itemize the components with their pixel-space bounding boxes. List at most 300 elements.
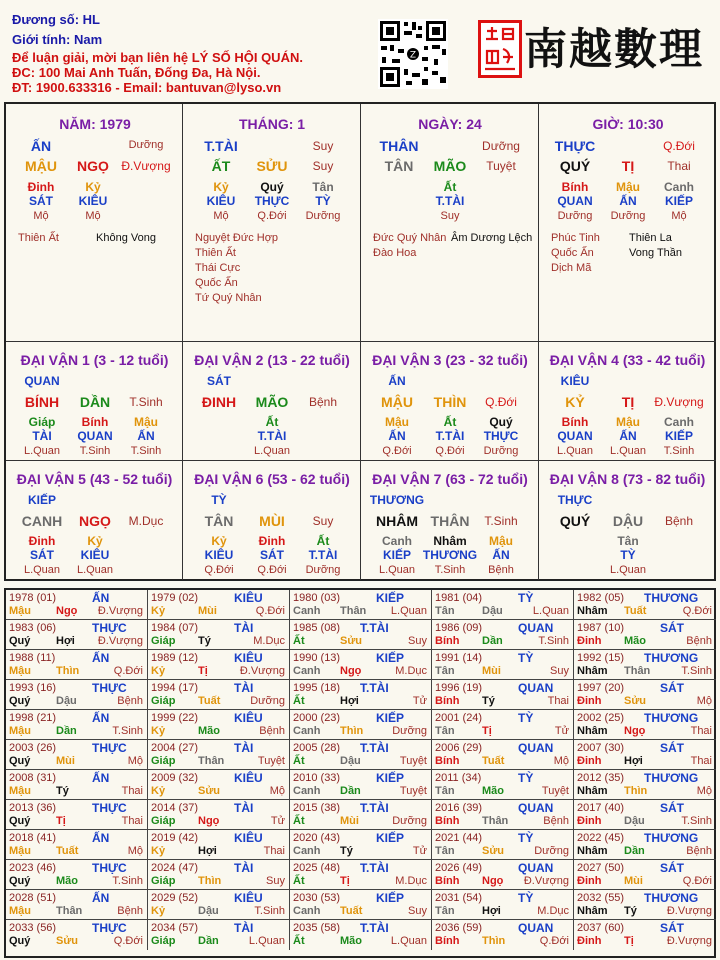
year-god: QUAN	[518, 921, 554, 935]
year-god: KIẾP	[376, 651, 405, 665]
year-phase: Thai	[121, 815, 143, 827]
hidden-stem: Mậu	[616, 415, 640, 429]
year-cell	[290, 920, 432, 950]
year-branch: Thìn	[340, 725, 364, 737]
svg-text:Z: Z	[409, 50, 417, 61]
year-cell	[290, 770, 432, 800]
year-phase: L.Quan	[390, 935, 427, 947]
year-god: QUAN	[518, 801, 554, 815]
year-phase: Tử	[412, 845, 427, 857]
year-cell	[148, 920, 290, 950]
year-phase: Mộ	[127, 755, 143, 767]
year-god: SÁT	[660, 621, 684, 635]
dai-van-phase: M.Dục	[128, 514, 164, 528]
year-phase: T.Sinh	[254, 905, 285, 917]
hidden-stem: Bính	[561, 415, 589, 429]
year-god: KIÊU	[234, 831, 263, 845]
year-phase: Đ.Vượng	[97, 605, 143, 617]
year-branch: Mùi	[482, 665, 501, 677]
hidden-god: QUAN	[557, 429, 593, 443]
year-cell	[290, 650, 432, 680]
year-cell	[148, 770, 290, 800]
year-stem: Mậu	[9, 785, 31, 797]
year-label: 2021 (44)	[435, 832, 483, 844]
year-stem: Kỷ	[151, 905, 166, 917]
year-stem: Canh	[293, 725, 321, 737]
hidden-god: T.TÀI	[308, 548, 338, 562]
dai-van-can: CANH	[21, 513, 63, 529]
year-label: 1978 (01)	[9, 592, 57, 604]
year-branch: Hợi	[624, 755, 643, 767]
year-stem: Ất	[293, 755, 305, 767]
year-label: 2003 (26)	[9, 742, 57, 754]
year-phase: Thai	[690, 725, 712, 737]
year-branch: Mão	[198, 725, 220, 737]
year-cell	[290, 800, 432, 830]
year-cell	[148, 650, 290, 680]
dai-van-chi: DẬU	[612, 513, 644, 529]
year-phase: Đ.Vượng	[666, 905, 712, 917]
year-branch: Ngọ	[482, 875, 504, 887]
year-label: 1983 (06)	[9, 622, 57, 634]
year-god: ẤN	[92, 771, 110, 785]
year-phase: Thai	[121, 785, 143, 797]
hidden-phase: L.Quan	[378, 564, 416, 576]
hidden-god: SÁT	[30, 548, 54, 562]
year-stem: Mậu	[9, 605, 31, 617]
year-branch: Dần	[624, 845, 645, 857]
year-branch: Sửu	[482, 845, 505, 857]
year-stem: Giáp	[151, 875, 176, 887]
dai-van-title: ĐẠI VẬN 3 (23 - 32 tuổi)	[372, 352, 528, 368]
year-stem: Canh	[293, 845, 321, 857]
year-phase: L.Quan	[248, 935, 285, 947]
year-god: ẤN	[92, 831, 110, 845]
year-branch: Tị	[340, 875, 350, 887]
year-phase: Bệnh	[686, 635, 712, 647]
year-phase: Đ.Vượng	[97, 635, 143, 647]
year-stem: Nhâm	[577, 725, 608, 737]
year-stem: Nhâm	[577, 665, 608, 677]
year-stem: Kỷ	[151, 785, 166, 797]
year-god: T.TÀI	[360, 741, 389, 755]
dai-van-phase: Bệnh	[664, 514, 694, 528]
year-branch: Tuất	[340, 905, 363, 917]
dai-van-chi: THÂN	[430, 513, 470, 529]
year-label: 2037 (60)	[577, 922, 625, 934]
year-label: 2017 (40)	[577, 802, 625, 814]
year-label: 2023 (46)	[9, 862, 57, 874]
dai-van-god: ẤN	[388, 374, 406, 388]
hidden-stem: Ất	[265, 415, 279, 429]
hidden-phase: Dưỡng	[483, 445, 519, 457]
year-cell	[574, 920, 716, 950]
year-cell	[6, 680, 148, 710]
hidden-god: T.TÀI	[257, 429, 287, 443]
year-god: TỲ	[518, 591, 534, 605]
year-label: 2026 (49)	[435, 862, 483, 874]
year-god: T.TÀI	[360, 861, 389, 875]
hidden-phase: L.Quan	[23, 564, 61, 576]
year-god: THỰC	[92, 861, 127, 875]
year-stem: Quý	[9, 635, 31, 647]
year-god: SÁT	[660, 861, 684, 875]
year-phase: T.Sinh	[538, 635, 569, 647]
year-cell	[290, 620, 432, 650]
year-cell	[432, 770, 574, 800]
year-stem: Kỷ	[151, 605, 166, 617]
hidden-phase: Q.Đới	[257, 564, 287, 576]
year-cell	[574, 620, 716, 650]
owner-name: Đương số: HL	[12, 12, 100, 27]
year-branch: Sửu	[198, 785, 221, 797]
year-label: 2016 (39)	[435, 802, 483, 814]
year-branch: Thìn	[198, 875, 222, 887]
year-label: 2031 (54)	[435, 892, 483, 904]
year-stem: Giáp	[151, 935, 176, 947]
year-phase: Mộ	[696, 785, 712, 797]
year-label: 2015 (38)	[293, 802, 341, 814]
year-branch: Hợi	[340, 695, 359, 707]
year-label: 1992 (15)	[577, 652, 625, 664]
year-branch: Thân	[340, 605, 367, 617]
year-label: 2033 (56)	[9, 922, 57, 934]
year-branch: Mão	[624, 635, 646, 647]
year-cell	[148, 800, 290, 830]
hidden-stem: Bính	[81, 415, 109, 429]
year-label: 2004 (27)	[151, 742, 199, 754]
year-phase: Thai	[263, 845, 285, 857]
year-stem: Đinh	[577, 815, 602, 827]
year-god: QUAN	[518, 681, 554, 695]
year-cell	[574, 710, 716, 740]
logo: 南越數理	[524, 25, 704, 75]
year-label: 2018 (41)	[9, 832, 57, 844]
hidden-phase: L.Quan	[76, 564, 114, 576]
contact-line: Để luận giải, mời bạn liên hệ LÝ SỐ HỘI QUÁN.	[12, 50, 303, 65]
year-phase: Dưỡng	[250, 695, 285, 707]
dai-van-title: ĐẠI VẬN 5 (43 - 52 tuổi)	[16, 471, 173, 487]
dai-van-phase: T.Sinh	[129, 395, 163, 409]
year-branch: Tị	[56, 815, 66, 827]
year-phase: Q.Đới	[113, 935, 143, 947]
year-label: 1982 (05)	[577, 592, 625, 604]
year-god: ẤN	[92, 711, 110, 725]
dai-van-can: BÍNH	[24, 394, 60, 410]
year-label: 2002 (25)	[577, 712, 625, 724]
year-phase: T.Sinh	[112, 725, 143, 737]
year-branch: Thân	[482, 815, 509, 827]
year-label: 2027 (50)	[577, 862, 625, 874]
year-phase: Bệnh	[117, 695, 143, 707]
year-label: 1995 (18)	[293, 682, 341, 694]
dai-van-god: KIÊU	[560, 374, 590, 388]
year-stem: Tân	[435, 725, 455, 737]
year-label: 2012 (35)	[577, 772, 625, 784]
year-god: THƯƠNG	[644, 591, 699, 605]
year-branch: Hợi	[482, 905, 501, 917]
year-stem: Canh	[293, 665, 321, 677]
year-god: TÀI	[234, 681, 254, 695]
hidden-phase: T.Sinh	[434, 564, 466, 576]
year-branch: Tị	[624, 935, 634, 947]
year-branch: Thìn	[56, 665, 80, 677]
year-phase: M.Dục	[537, 905, 569, 917]
dai-van-god: TỲ	[211, 493, 227, 507]
year-label: 2019 (42)	[151, 832, 199, 844]
year-cell	[148, 620, 290, 650]
dai-van-can: MẬU	[381, 394, 413, 410]
year-stem: Tân	[435, 665, 455, 677]
year-god: QUAN	[518, 621, 554, 635]
year-label: 2022 (45)	[577, 832, 625, 844]
year-stem: Giáp	[151, 755, 176, 767]
year-god: T.TÀI	[360, 921, 389, 935]
year-branch: Dần	[340, 785, 361, 797]
year-god: THƯƠNG	[644, 891, 699, 905]
year-branch: Sửu	[340, 635, 363, 647]
qr-code-icon[interactable]	[378, 19, 448, 89]
year-stem: Quý	[9, 935, 31, 947]
year-cell	[432, 620, 574, 650]
year-branch: Sửu	[624, 695, 647, 707]
year-stem: Canh	[293, 605, 321, 617]
year-cell	[6, 710, 148, 740]
hidden-phase: L.Quan	[556, 445, 594, 457]
year-label: 1987 (10)	[577, 622, 625, 634]
annual-luck-table	[4, 588, 716, 958]
year-phase: Tử	[270, 815, 285, 827]
year-cell	[6, 620, 148, 650]
hidden-phase: T.Sinh	[79, 445, 111, 457]
year-god: THỰC	[92, 741, 127, 755]
hidden-god: ẤN	[137, 429, 155, 443]
year-god: KIẾP	[376, 771, 405, 785]
year-god: TỲ	[518, 771, 534, 785]
year-branch: Dần	[198, 935, 219, 947]
year-cell	[148, 740, 290, 770]
year-label: 1996 (19)	[435, 682, 483, 694]
dai-van-7	[361, 461, 539, 580]
year-cell	[574, 650, 716, 680]
year-phase: Mộ	[696, 695, 712, 707]
year-god: THỰC	[92, 681, 127, 695]
year-branch: Dậu	[340, 755, 361, 767]
hidden-phase: L.Quan	[609, 564, 647, 576]
year-label: 1986 (09)	[435, 622, 483, 634]
year-label: 1994 (17)	[151, 682, 199, 694]
year-cell	[148, 890, 290, 920]
year-cell	[6, 800, 148, 830]
year-label: 2020 (43)	[293, 832, 341, 844]
dai-van-6	[183, 461, 361, 580]
year-label: 2010 (33)	[293, 772, 341, 784]
year-cell	[6, 860, 148, 890]
pillar-day: NGÀY: 24 THÂN Dưỡng TÂN MÃO Tuyệt Ất T.TÀI Suy Đức Quý Nhân Đào Hoa Âm Dương Lệch	[361, 104, 539, 342]
year-branch: Mão	[340, 935, 362, 947]
year-stem: Quý	[9, 815, 31, 827]
year-phase: Bệnh	[117, 905, 143, 917]
year-branch: Mão	[482, 785, 504, 797]
year-stem: Đinh	[577, 935, 602, 947]
hidden-god: T.TÀI	[435, 429, 465, 443]
year-cell	[432, 650, 574, 680]
year-cell	[290, 830, 432, 860]
year-cell	[148, 590, 290, 620]
hidden-phase: T.Sinh	[663, 445, 695, 457]
hidden-stem: Quý	[489, 415, 513, 429]
year-cell	[6, 920, 148, 950]
year-stem: Đinh	[577, 755, 602, 767]
hidden-phase: L.Quan	[609, 445, 647, 457]
dai-van-phase: Suy	[312, 514, 334, 528]
year-branch: Dậu	[482, 605, 503, 617]
hidden-god: SÁT	[260, 548, 284, 562]
hidden-phase: T.Sinh	[130, 445, 162, 457]
year-branch: Thân	[624, 665, 651, 677]
year-stem: Mậu	[9, 725, 31, 737]
year-stem: Nhâm	[577, 845, 608, 857]
year-branch: Tý	[340, 845, 353, 857]
year-branch: Hợi	[56, 635, 75, 647]
year-label: 2001 (24)	[435, 712, 483, 724]
year-god: THƯƠNG	[644, 831, 699, 845]
dai-van-phase: T.Sinh	[484, 514, 518, 528]
year-stem: Mậu	[9, 845, 31, 857]
hidden-stem: Ất	[443, 415, 457, 429]
year-label: 2034 (57)	[151, 922, 199, 934]
year-stem: Giáp	[151, 695, 176, 707]
dai-van-can: QUÝ	[559, 513, 591, 529]
year-phase: T.Sinh	[112, 875, 143, 887]
year-god: QUAN	[518, 861, 554, 875]
dai-van-title: ĐẠI VẬN 7 (63 - 72 tuổi)	[372, 471, 528, 487]
dai-van-chi: MÃO	[255, 394, 289, 410]
year-cell	[574, 860, 716, 890]
year-label: 1980 (03)	[293, 592, 341, 604]
year-branch: Tý	[198, 635, 211, 647]
year-stem: Đinh	[577, 695, 602, 707]
year-phase: L.Quan	[532, 605, 569, 617]
year-cell	[432, 710, 574, 740]
year-stem: Tân	[435, 605, 455, 617]
year-phase: Dưỡng	[534, 845, 569, 857]
year-stem: Mậu	[9, 665, 31, 677]
year-branch: Tý	[56, 785, 69, 797]
year-label: 2036 (59)	[435, 922, 483, 934]
dai-van-can: NHÂM	[376, 513, 418, 529]
year-phase: Q.Đới	[113, 665, 143, 677]
year-label: 1981 (04)	[435, 592, 483, 604]
year-stem: Bính	[435, 815, 460, 827]
year-branch: Thìn	[624, 785, 648, 797]
pillar-title: NĂM: 1979	[59, 116, 131, 132]
hidden-god: KIÊU	[80, 548, 110, 562]
year-branch: Tý	[482, 695, 495, 707]
year-label: 2000 (23)	[293, 712, 341, 724]
year-phase: Bệnh	[686, 845, 712, 857]
dai-van-8	[539, 461, 716, 580]
year-phase: M.Dục	[395, 665, 427, 677]
red-seal-stamp	[478, 20, 522, 78]
year-god: KIÊU	[234, 891, 263, 905]
year-god: TỲ	[518, 651, 534, 665]
year-cell	[432, 740, 574, 770]
year-branch: Tuất	[198, 695, 221, 707]
year-stem: Ất	[293, 815, 305, 827]
dai-van-5	[6, 461, 183, 580]
year-stem: Ất	[293, 875, 305, 887]
address-line: ĐC: 100 Mai Anh Tuấn, Đống Đa, Hà Nội.	[12, 65, 261, 80]
hidden-god: THỰC	[483, 429, 519, 443]
year-god: KIẾP	[376, 831, 405, 845]
year-stem: Tân	[435, 785, 455, 797]
year-cell	[432, 890, 574, 920]
year-label: 2009 (32)	[151, 772, 199, 784]
hidden-phase: L.Quan	[23, 445, 61, 457]
year-phase: Đ.Vượng	[666, 935, 712, 947]
year-phase: T.Sinh	[681, 665, 712, 677]
hidden-stem: Canh	[664, 415, 694, 429]
hidden-stem: Canh	[382, 534, 412, 548]
year-god: THỰC	[92, 801, 127, 815]
year-branch: Mùi	[624, 875, 643, 887]
year-god: KIÊU	[234, 651, 263, 665]
hidden-phase: Q.Đới	[382, 445, 412, 457]
dai-van-4	[539, 342, 716, 461]
hidden-stem: Nhâm	[433, 534, 467, 548]
year-god: TỲ	[518, 891, 534, 905]
dai-van-god: KIẾP	[27, 493, 57, 507]
year-stem: Quý	[9, 755, 31, 767]
year-label: 1989 (12)	[151, 652, 199, 664]
year-label: 2028 (51)	[9, 892, 57, 904]
year-label: 2032 (55)	[577, 892, 625, 904]
year-phase: Tuyệt	[399, 755, 427, 767]
year-stem: Bính	[435, 695, 460, 707]
dai-van-chi: THÌN	[433, 394, 467, 410]
year-phase: Bệnh	[259, 725, 285, 737]
year-god: T.TÀI	[360, 801, 389, 815]
pillars-grid	[4, 102, 716, 581]
year-label: 1979 (02)	[151, 592, 199, 604]
hidden-stem: Mậu	[489, 534, 513, 548]
dai-van-chi: MÙI	[259, 513, 285, 529]
year-god: KIÊU	[234, 771, 263, 785]
year-phase: Dưỡng	[392, 725, 427, 737]
hidden-stem: Mậu	[385, 415, 409, 429]
year-stem: Kỷ	[151, 665, 166, 677]
year-stem: Ất	[293, 635, 305, 647]
pillar-year: NĂM: 1979 ẤN Dưỡng MẬU NGỌ Đ.Vượng Đinh Kỷ SÁT KIÊU Mộ Mộ Thiên Ất Không Vong	[6, 104, 183, 342]
dai-van-can: ĐINH	[201, 394, 237, 410]
year-label: 2005 (28)	[293, 742, 341, 754]
year-phase: Mộ	[553, 755, 569, 767]
year-god: TÀI	[234, 921, 254, 935]
dai-van-can: KỶ	[565, 394, 585, 410]
year-branch: Dần	[56, 725, 77, 737]
year-phase: M.Dục	[253, 635, 285, 647]
dai-van-god: THƯƠNG	[369, 493, 425, 507]
year-cell	[290, 680, 432, 710]
year-phase: Mộ	[269, 785, 285, 797]
year-phase: Q.Đới	[255, 605, 285, 617]
dai-van-2	[183, 342, 361, 461]
year-stem: Đinh	[577, 635, 602, 647]
hidden-stem: Giáp	[28, 415, 56, 429]
year-stem: Bính	[435, 935, 460, 947]
year-cell	[148, 680, 290, 710]
